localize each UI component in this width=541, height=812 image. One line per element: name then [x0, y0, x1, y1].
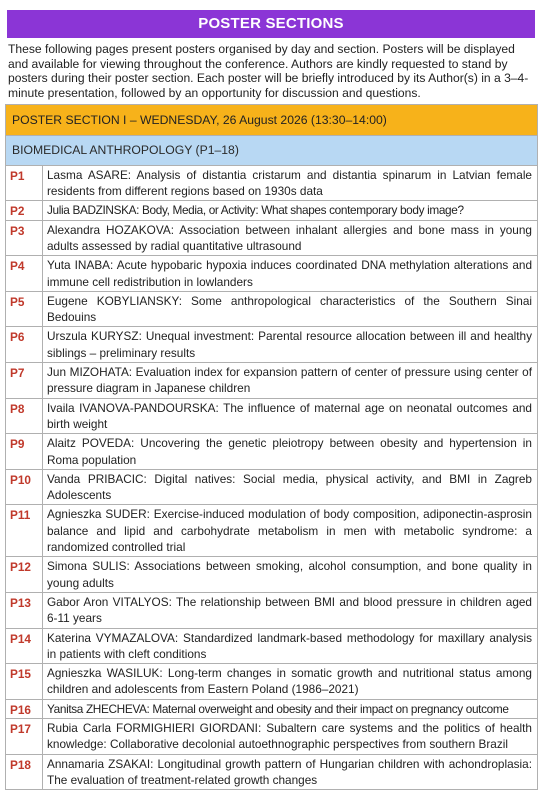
poster-id: P2	[6, 201, 43, 220]
poster-id: P18	[6, 754, 43, 790]
poster-id: P10	[6, 469, 43, 505]
poster-id: P12	[6, 557, 43, 593]
poster-text: Julia BADZINSKA: Body, Media, or Activity: What shapes contemporary body image?	[43, 201, 538, 220]
poster-text: Annamaria ZSAKAI: Longitudinal growth pattern of Hungarian children with achondroplasia: The evaluation of treatment-related growth changes	[43, 754, 538, 790]
poster-text: Rubia Carla FORMIGHIERI GIORDANI: Subaltern care systems and the politics of health knowledge: Collaborative decolonial autoethnographic perspectives from southern Brazil	[43, 719, 538, 755]
poster-text: Urszula KURYSZ: Unequal investment: Parental resource allocation between ill and healthy siblings – preliminary results	[43, 327, 538, 363]
poster-id: P14	[6, 628, 43, 664]
poster-id: P9	[6, 434, 43, 470]
poster-row	[6, 719, 538, 755]
poster-id: P1	[6, 165, 43, 201]
poster-row	[6, 557, 538, 593]
poster-text: Vanda PRIBACIC: Digital natives: Social media, physical activity, and BMI in Zagreb Adolescents	[43, 469, 538, 505]
poster-text: Gabor Aron VITALYOS: The relationship between BMI and blood pressure in children aged 6-11 years	[43, 592, 538, 628]
poster-row	[6, 628, 538, 664]
poster-id: P16	[6, 699, 43, 718]
poster-row	[6, 327, 538, 363]
poster-row	[6, 469, 538, 505]
poster-row	[6, 398, 538, 434]
poster-text: Ivaila IVANOVA-PANDOURSKA: The influence of maternal age on neonatal outcomes and birth weight	[43, 398, 538, 434]
poster-row	[6, 505, 538, 557]
page-title: POSTER SECTIONS	[7, 10, 535, 38]
poster-text: Yanitsa ZHECHEVA: Maternal overweight and obesity and their impact on pregnancy outcome	[43, 699, 538, 718]
poster-row	[6, 256, 538, 292]
poster-row	[6, 291, 538, 327]
poster-id: P15	[6, 664, 43, 700]
poster-text: Alaitz POVEDA: Uncovering the genetic pleiotropy between obesity and hypertension in Roma population	[43, 434, 538, 470]
poster-text: Agnieszka WASILUK: Long-term changes in somatic growth and nutritional status among children and adolescents from Eastern Poland (1986–2021)	[43, 664, 538, 700]
poster-text: Alexandra HOZAKOVA: Association between inhalant allergies and bone mass in young adults assessed by radial quantitative ultrasound	[43, 220, 538, 256]
poster-table	[5, 104, 538, 790]
section-row	[6, 135, 538, 165]
poster-row	[6, 664, 538, 700]
poster-text: Katerina VYMAZALOVA: Standardized landmark-based methodology for maxillary analysis in patients with cleft conditions	[43, 628, 538, 664]
poster-row	[6, 201, 538, 220]
poster-id: P17	[6, 719, 43, 755]
poster-row	[6, 699, 538, 718]
poster-id: P6	[6, 327, 43, 363]
poster-text: Simona SULIS: Associations between smoking, alcohol consumption, and bone quality in young adults	[43, 557, 538, 593]
poster-id: P3	[6, 220, 43, 256]
session-header: POSTER SECTION I – WEDNESDAY, 26 August 2026 (13:30–14:00)	[6, 104, 538, 135]
session-row	[6, 104, 538, 135]
poster-text: Eugene KOBYLIANSKY: Some anthropological characteristics of the Southern Sinai Bedouins	[43, 291, 538, 327]
poster-row	[6, 754, 538, 790]
poster-row	[6, 220, 538, 256]
poster-id: P11	[6, 505, 43, 557]
poster-row	[6, 592, 538, 628]
section-header: BIOMEDICAL ANTHROPOLOGY (P1–18)	[6, 135, 538, 165]
poster-text: Agnieszka SUDER: Exercise-induced modulation of body composition, adiponectin-asprosin balance and lipid and carbohydrate metabolism in men with metabolic syndrome: a randomized controlled trial	[43, 505, 538, 557]
poster-row	[6, 363, 538, 399]
poster-text: Yuta INABA: Acute hypobaric hypoxia induces coordinated DNA methylation alterations and immune cell redistribution in lowlanders	[43, 256, 538, 292]
poster-text: Lasma ASARE: Analysis of distantia cristarum and distantia spinarum in Latvian female residents from different regions based on 1930s data	[43, 165, 538, 201]
poster-text: Jun MIZOHATA: Evaluation index for expansion pattern of center of pressure using center of pressure diagram in Japanese children	[43, 363, 538, 399]
poster-id: P7	[6, 363, 43, 399]
poster-id: P5	[6, 291, 43, 327]
poster-row	[6, 165, 538, 201]
poster-id: P13	[6, 592, 43, 628]
poster-row	[6, 434, 538, 470]
poster-id: P4	[6, 256, 43, 292]
poster-id: P8	[6, 398, 43, 434]
intro-paragraph: These following pages present posters organised by day and section. Posters will be displayed and available for viewing throughout the conference. Authors are kindly requested to stand by posters during their poster section. Each poster will be briefly introduced by its Author(s) in a 3–4-minute presentation, followed by an opportunity for discussion and questions.	[8, 42, 529, 101]
